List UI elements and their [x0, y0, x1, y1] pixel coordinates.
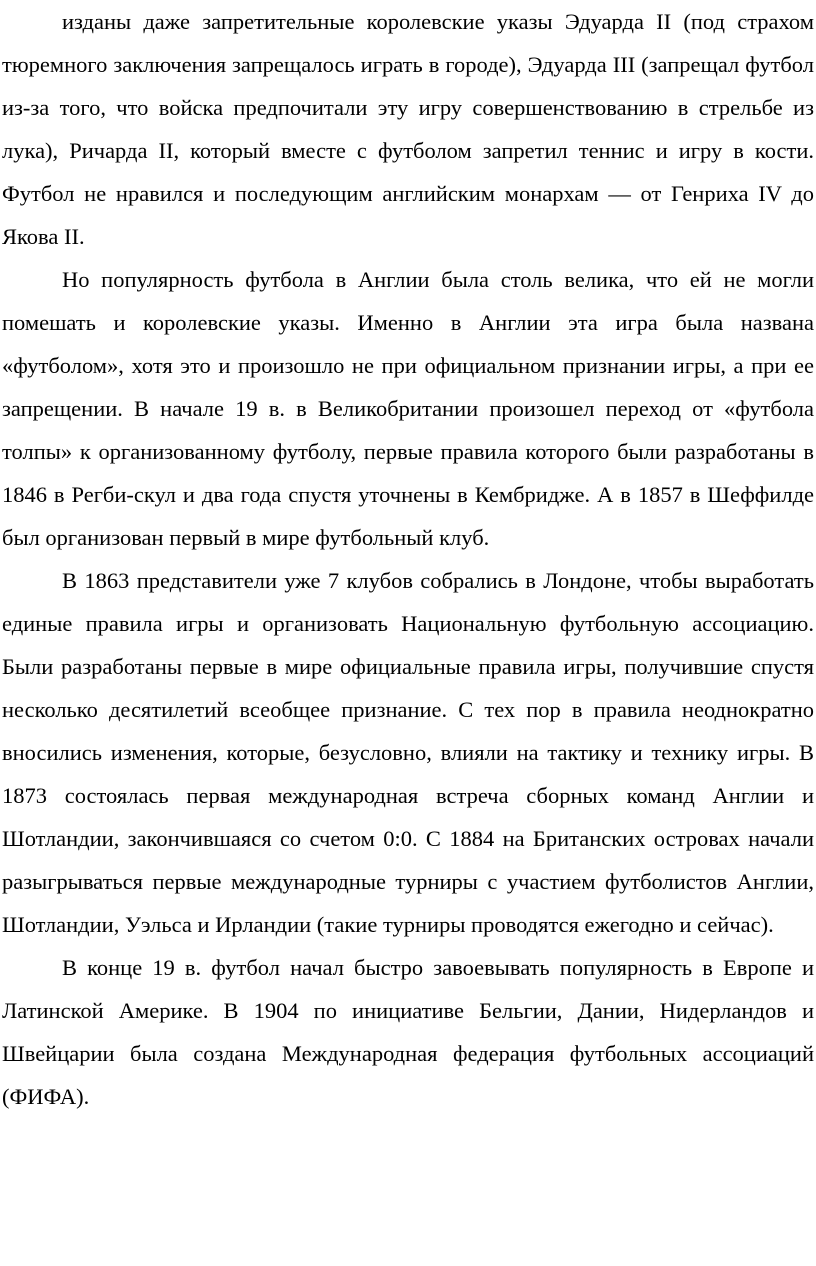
paragraph-3: В 1863 представители уже 7 клубов собрались в Лондоне, чтобы выработать единые правила игры и организовать Национальную футбольную ассоциацию. Были разработаны первые в мире официальные правила игры, получившие спустя несколько десятилетий всеобщее признание. С тех пор в правила неоднократно вносились изменения, которые, безусловно, влияли на тактику и технику игры. В 1873 состоялась первая международная встреча сборных команд Англии и Шотландии, закончившаяся со счетом 0:0. С 1884 на Британских островах начали разыгрываться первые международные турниры с участием футболистов Англии, Шотландии, Уэльса и Ирландии (такие турниры проводятся ежегодно и сейчас).	[2, 568, 814, 937]
paragraph-2: Но популярность футбола в Англии была столь велика, что ей не могли помешать и королевские указы. Именно в Англии эта игра была названа «футболом», хотя это и произошло не при официальном признании игры, а при ее запрещении. В начале 19 в. в Великобритании произошел переход от «футбола толпы» к организованному футболу, первые правила которого были разработаны в 1846 в Регби-скул и два года спустя уточнены в Кембридже. А в 1857 в Шеффилде был организован первый в мире футбольный клуб.	[2, 267, 814, 550]
document-body	[2, 0, 814, 1118]
paragraph-1: изданы даже запретительные королевские указы Эдуарда II (под страхом тюремного заключения запрещалось играть в городе), Эдуарда III (запрещал футбол из-за того, что войска предпочитали эту игру совершенствованию в стрельбе из лука), Ричарда II, который вместе с футболом запретил теннис и игру в кости. Футбол не нравился и последующим английским монархам — от Генриха IV до Якова II.	[2, 9, 814, 249]
paragraph-4: В конце 19 в. футбол начал быстро завоевывать популярность в Европе и Латинской Америке. В 1904 по инициативе Бельгии, Дании, Нидерландов и Швейцарии была создана Международная федерация футбольных ассоциаций (ФИФА).	[2, 955, 814, 1109]
